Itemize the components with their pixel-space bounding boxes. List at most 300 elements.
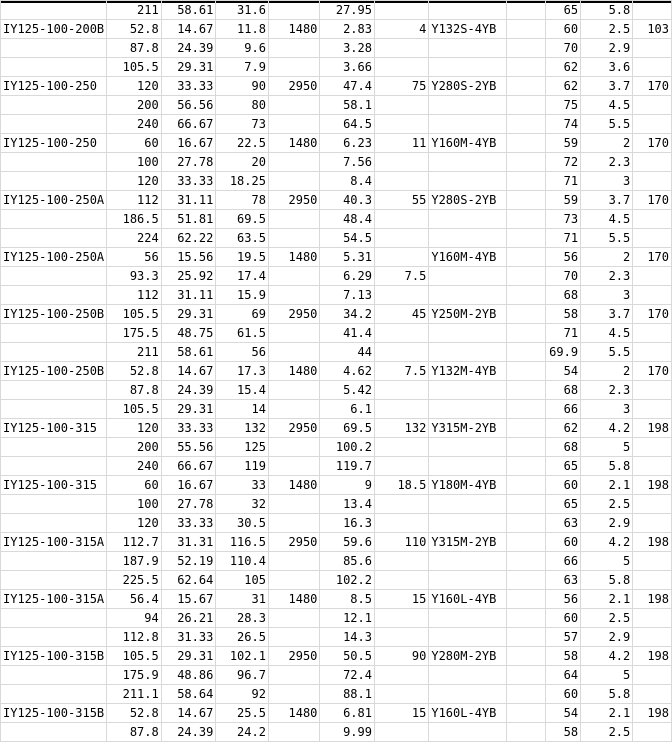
- cell-weight[interactable]: [633, 267, 672, 286]
- cell-flow-m3h[interactable]: 211: [107, 343, 162, 362]
- cell-flow-ls[interactable]: 25.92: [161, 267, 216, 286]
- cell-blank[interactable]: [507, 134, 546, 153]
- cell-motor-kw[interactable]: [374, 495, 428, 514]
- cell-npsh[interactable]: 3.7: [581, 191, 633, 210]
- cell-motor-model[interactable]: Y160L-4YB: [429, 590, 507, 609]
- cell-flow-m3h[interactable]: 52.8: [107, 20, 162, 39]
- cell-blank[interactable]: [507, 552, 546, 571]
- cell-model[interactable]: [1, 229, 107, 248]
- cell-motor-kw[interactable]: 18.5: [374, 476, 428, 495]
- cell-flow-ls[interactable]: 29.31: [161, 400, 216, 419]
- cell-model[interactable]: IY125-100-250B: [1, 305, 107, 324]
- cell-npsh[interactable]: 5.8: [581, 571, 633, 590]
- cell-efficiency[interactable]: 71: [546, 172, 581, 191]
- cell-blank[interactable]: [507, 590, 546, 609]
- cell-motor-model[interactable]: Y315M-2YB: [429, 533, 507, 552]
- cell-flow-ls[interactable]: 29.31: [161, 58, 216, 77]
- cell-head[interactable]: 90: [216, 77, 269, 96]
- cell-npsh[interactable]: 2.1: [581, 590, 633, 609]
- cell-flow-m3h[interactable]: 211.1: [107, 685, 162, 704]
- cell-motor-kw[interactable]: [374, 685, 428, 704]
- cell-head[interactable]: 26.5: [216, 628, 269, 647]
- cell-flow-m3h[interactable]: 240: [107, 115, 162, 134]
- cell-weight[interactable]: [633, 723, 672, 742]
- cell-flow-m3h[interactable]: 56.4: [107, 590, 162, 609]
- cell-head[interactable]: 80: [216, 96, 269, 115]
- cell-blank[interactable]: [507, 77, 546, 96]
- cell-flow-ls[interactable]: 33.33: [161, 419, 216, 438]
- cell-blank[interactable]: [507, 153, 546, 172]
- cell-weight[interactable]: 198: [633, 590, 672, 609]
- cell-flow-ls[interactable]: 48.86: [161, 666, 216, 685]
- cell-speed[interactable]: 1480: [268, 362, 319, 381]
- cell-efficiency[interactable]: 65: [546, 1, 581, 20]
- cell-blank[interactable]: [507, 723, 546, 742]
- cell-flow-m3h[interactable]: 60: [107, 476, 162, 495]
- cell-motor-kw[interactable]: 11: [374, 134, 428, 153]
- cell-power[interactable]: 9.99: [320, 723, 375, 742]
- cell-flow-ls[interactable]: 16.67: [161, 134, 216, 153]
- cell-flow-m3h[interactable]: 112.7: [107, 533, 162, 552]
- cell-model[interactable]: IY125-100-315B: [1, 647, 107, 666]
- cell-motor-kw[interactable]: [374, 229, 428, 248]
- cell-power[interactable]: 2.83: [320, 20, 375, 39]
- cell-model[interactable]: IY125-100-250A: [1, 248, 107, 267]
- cell-npsh[interactable]: 2.3: [581, 381, 633, 400]
- cell-motor-kw[interactable]: [374, 153, 428, 172]
- cell-flow-m3h[interactable]: 105.5: [107, 58, 162, 77]
- cell-speed[interactable]: [268, 609, 319, 628]
- cell-motor-kw[interactable]: [374, 210, 428, 229]
- cell-motor-model[interactable]: [429, 723, 507, 742]
- cell-efficiency[interactable]: 71: [546, 229, 581, 248]
- cell-speed[interactable]: [268, 571, 319, 590]
- cell-head[interactable]: 31: [216, 590, 269, 609]
- cell-motor-model[interactable]: Y315M-2YB: [429, 419, 507, 438]
- cell-efficiency[interactable]: 65: [546, 495, 581, 514]
- cell-head[interactable]: 69: [216, 305, 269, 324]
- cell-speed[interactable]: [268, 552, 319, 571]
- cell-motor-kw[interactable]: [374, 514, 428, 533]
- cell-npsh[interactable]: 2.3: [581, 153, 633, 172]
- cell-weight[interactable]: [633, 324, 672, 343]
- cell-efficiency[interactable]: 72: [546, 153, 581, 172]
- cell-efficiency[interactable]: 74: [546, 115, 581, 134]
- cell-weight[interactable]: 170: [633, 362, 672, 381]
- cell-weight[interactable]: 170: [633, 248, 672, 267]
- cell-blank[interactable]: [507, 115, 546, 134]
- cell-head[interactable]: 116.5: [216, 533, 269, 552]
- cell-power[interactable]: 72.4: [320, 666, 375, 685]
- cell-flow-m3h[interactable]: 105.5: [107, 400, 162, 419]
- cell-npsh[interactable]: 2.9: [581, 39, 633, 58]
- cell-weight[interactable]: 198: [633, 476, 672, 495]
- cell-power[interactable]: 44: [320, 343, 375, 362]
- cell-flow-m3h[interactable]: 225.5: [107, 571, 162, 590]
- cell-flow-ls[interactable]: 15.56: [161, 248, 216, 267]
- cell-power[interactable]: 58.1: [320, 96, 375, 115]
- cell-speed[interactable]: [268, 210, 319, 229]
- cell-power[interactable]: 7.13: [320, 286, 375, 305]
- cell-speed[interactable]: [268, 286, 319, 305]
- cell-motor-kw[interactable]: 110: [374, 533, 428, 552]
- cell-speed[interactable]: [268, 666, 319, 685]
- cell-model[interactable]: [1, 267, 107, 286]
- cell-model[interactable]: [1, 39, 107, 58]
- cell-efficiency[interactable]: 66: [546, 400, 581, 419]
- cell-blank[interactable]: [507, 324, 546, 343]
- cell-motor-model[interactable]: [429, 343, 507, 362]
- cell-model[interactable]: [1, 552, 107, 571]
- cell-speed[interactable]: [268, 172, 319, 191]
- cell-blank[interactable]: [507, 1, 546, 20]
- cell-weight[interactable]: 170: [633, 77, 672, 96]
- cell-blank[interactable]: [507, 666, 546, 685]
- cell-efficiency[interactable]: 63: [546, 514, 581, 533]
- cell-power[interactable]: 6.29: [320, 267, 375, 286]
- cell-head[interactable]: 69.5: [216, 210, 269, 229]
- cell-power[interactable]: 34.2: [320, 305, 375, 324]
- cell-efficiency[interactable]: 68: [546, 286, 581, 305]
- cell-head[interactable]: 14: [216, 400, 269, 419]
- cell-model[interactable]: [1, 495, 107, 514]
- cell-weight[interactable]: [633, 400, 672, 419]
- cell-npsh[interactable]: 5: [581, 438, 633, 457]
- cell-efficiency[interactable]: 60: [546, 609, 581, 628]
- cell-npsh[interactable]: 5.5: [581, 229, 633, 248]
- cell-flow-m3h[interactable]: 112: [107, 191, 162, 210]
- cell-efficiency[interactable]: 62: [546, 58, 581, 77]
- cell-speed[interactable]: 2950: [268, 647, 319, 666]
- cell-flow-ls[interactable]: 14.67: [161, 20, 216, 39]
- cell-npsh[interactable]: 2.5: [581, 20, 633, 39]
- cell-speed[interactable]: [268, 495, 319, 514]
- cell-motor-model[interactable]: Y160M-4YB: [429, 248, 507, 267]
- cell-weight[interactable]: 198: [633, 704, 672, 723]
- cell-speed[interactable]: 1480: [268, 134, 319, 153]
- cell-motor-kw[interactable]: [374, 96, 428, 115]
- cell-motor-model[interactable]: [429, 666, 507, 685]
- cell-motor-kw[interactable]: [374, 1, 428, 20]
- cell-flow-m3h[interactable]: 200: [107, 96, 162, 115]
- cell-speed[interactable]: [268, 58, 319, 77]
- cell-motor-model[interactable]: Y132M-4YB: [429, 362, 507, 381]
- cell-motor-kw[interactable]: [374, 172, 428, 191]
- cell-weight[interactable]: 170: [633, 191, 672, 210]
- cell-efficiency[interactable]: 75: [546, 96, 581, 115]
- cell-motor-model[interactable]: Y180M-4YB: [429, 476, 507, 495]
- cell-npsh[interactable]: 2.1: [581, 476, 633, 495]
- cell-weight[interactable]: [633, 229, 672, 248]
- cell-power[interactable]: 12.1: [320, 609, 375, 628]
- cell-npsh[interactable]: 5.5: [581, 343, 633, 362]
- cell-efficiency[interactable]: 56: [546, 248, 581, 267]
- cell-model[interactable]: [1, 153, 107, 172]
- cell-flow-ls[interactable]: 14.67: [161, 362, 216, 381]
- cell-npsh[interactable]: 2.1: [581, 704, 633, 723]
- cell-efficiency[interactable]: 70: [546, 267, 581, 286]
- cell-npsh[interactable]: 2: [581, 362, 633, 381]
- cell-speed[interactable]: [268, 685, 319, 704]
- cell-motor-model[interactable]: [429, 438, 507, 457]
- cell-flow-m3h[interactable]: 240: [107, 457, 162, 476]
- cell-motor-kw[interactable]: [374, 286, 428, 305]
- cell-npsh[interactable]: 4.2: [581, 647, 633, 666]
- cell-head[interactable]: 7.9: [216, 58, 269, 77]
- cell-weight[interactable]: 198: [633, 533, 672, 552]
- cell-power[interactable]: 48.4: [320, 210, 375, 229]
- cell-head[interactable]: 56: [216, 343, 269, 362]
- cell-weight[interactable]: [633, 39, 672, 58]
- cell-head[interactable]: 73: [216, 115, 269, 134]
- cell-blank[interactable]: [507, 457, 546, 476]
- cell-efficiency[interactable]: 54: [546, 362, 581, 381]
- cell-weight[interactable]: 103: [633, 20, 672, 39]
- cell-npsh[interactable]: 5.8: [581, 685, 633, 704]
- cell-flow-m3h[interactable]: 187.9: [107, 552, 162, 571]
- cell-speed[interactable]: [268, 400, 319, 419]
- cell-flow-ls[interactable]: 58.61: [161, 1, 216, 20]
- cell-motor-kw[interactable]: [374, 666, 428, 685]
- cell-power[interactable]: 47.4: [320, 77, 375, 96]
- cell-power[interactable]: 3.28: [320, 39, 375, 58]
- cell-blank[interactable]: [507, 476, 546, 495]
- cell-head[interactable]: 32: [216, 495, 269, 514]
- cell-weight[interactable]: [633, 666, 672, 685]
- cell-motor-model[interactable]: [429, 39, 507, 58]
- cell-power[interactable]: 13.4: [320, 495, 375, 514]
- cell-motor-model[interactable]: [429, 381, 507, 400]
- cell-flow-ls[interactable]: 51.81: [161, 210, 216, 229]
- cell-weight[interactable]: 170: [633, 305, 672, 324]
- cell-npsh[interactable]: 4.5: [581, 210, 633, 229]
- cell-model[interactable]: [1, 628, 107, 647]
- cell-blank[interactable]: [507, 495, 546, 514]
- cell-npsh[interactable]: 4.2: [581, 419, 633, 438]
- cell-blank[interactable]: [507, 96, 546, 115]
- cell-power[interactable]: 59.6: [320, 533, 375, 552]
- cell-model[interactable]: [1, 96, 107, 115]
- cell-blank[interactable]: [507, 438, 546, 457]
- cell-npsh[interactable]: 4.5: [581, 324, 633, 343]
- cell-model[interactable]: IY125-100-315: [1, 476, 107, 495]
- cell-blank[interactable]: [507, 533, 546, 552]
- cell-head[interactable]: 33: [216, 476, 269, 495]
- cell-blank[interactable]: [507, 191, 546, 210]
- cell-blank[interactable]: [507, 343, 546, 362]
- cell-speed[interactable]: 1480: [268, 590, 319, 609]
- cell-blank[interactable]: [507, 628, 546, 647]
- cell-power[interactable]: 6.81: [320, 704, 375, 723]
- cell-speed[interactable]: 1480: [268, 248, 319, 267]
- cell-npsh[interactable]: 3.6: [581, 58, 633, 77]
- cell-head[interactable]: 24.2: [216, 723, 269, 742]
- cell-speed[interactable]: [268, 381, 319, 400]
- cell-motor-model[interactable]: [429, 609, 507, 628]
- cell-blank[interactable]: [507, 647, 546, 666]
- cell-flow-ls[interactable]: 14.67: [161, 704, 216, 723]
- cell-efficiency[interactable]: 58: [546, 647, 581, 666]
- cell-model[interactable]: [1, 723, 107, 742]
- cell-power[interactable]: 69.5: [320, 419, 375, 438]
- cell-efficiency[interactable]: 64: [546, 666, 581, 685]
- cell-weight[interactable]: [633, 115, 672, 134]
- cell-efficiency[interactable]: 66: [546, 552, 581, 571]
- cell-motor-model[interactable]: [429, 210, 507, 229]
- cell-efficiency[interactable]: 62: [546, 77, 581, 96]
- cell-speed[interactable]: [268, 96, 319, 115]
- cell-flow-ls[interactable]: 26.21: [161, 609, 216, 628]
- cell-power[interactable]: 85.6: [320, 552, 375, 571]
- cell-npsh[interactable]: 5: [581, 666, 633, 685]
- cell-motor-model[interactable]: [429, 58, 507, 77]
- cell-flow-ls[interactable]: 56.56: [161, 96, 216, 115]
- cell-motor-kw[interactable]: 7.5: [374, 362, 428, 381]
- cell-head[interactable]: 132: [216, 419, 269, 438]
- cell-speed[interactable]: 2950: [268, 191, 319, 210]
- cell-flow-m3h[interactable]: 56: [107, 248, 162, 267]
- cell-weight[interactable]: [633, 286, 672, 305]
- cell-flow-m3h[interactable]: 200: [107, 438, 162, 457]
- cell-npsh[interactable]: 2.5: [581, 609, 633, 628]
- cell-motor-model[interactable]: [429, 552, 507, 571]
- cell-flow-ls[interactable]: 55.56: [161, 438, 216, 457]
- cell-motor-kw[interactable]: 15: [374, 704, 428, 723]
- cell-speed[interactable]: [268, 438, 319, 457]
- cell-motor-kw[interactable]: [374, 58, 428, 77]
- cell-model[interactable]: IY125-100-315: [1, 419, 107, 438]
- cell-motor-model[interactable]: Y160L-4YB: [429, 704, 507, 723]
- cell-motor-model[interactable]: [429, 400, 507, 419]
- cell-power[interactable]: 27.95: [320, 1, 375, 20]
- cell-flow-m3h[interactable]: 120: [107, 419, 162, 438]
- cell-head[interactable]: 92: [216, 685, 269, 704]
- cell-npsh[interactable]: 3.7: [581, 77, 633, 96]
- cell-model[interactable]: [1, 438, 107, 457]
- cell-motor-model[interactable]: Y250M-2YB: [429, 305, 507, 324]
- cell-model[interactable]: IY125-100-200B: [1, 20, 107, 39]
- cell-npsh[interactable]: 2.5: [581, 495, 633, 514]
- cell-efficiency[interactable]: 69.9: [546, 343, 581, 362]
- cell-speed[interactable]: 2950: [268, 419, 319, 438]
- cell-blank[interactable]: [507, 305, 546, 324]
- cell-model[interactable]: IY125-100-250: [1, 77, 107, 96]
- cell-blank[interactable]: [507, 419, 546, 438]
- cell-flow-ls[interactable]: 33.33: [161, 514, 216, 533]
- cell-npsh[interactable]: 3: [581, 286, 633, 305]
- cell-model[interactable]: [1, 457, 107, 476]
- cell-blank[interactable]: [507, 229, 546, 248]
- cell-efficiency[interactable]: 65: [546, 457, 581, 476]
- cell-head[interactable]: 63.5: [216, 229, 269, 248]
- cell-power[interactable]: 64.5: [320, 115, 375, 134]
- cell-motor-model[interactable]: [429, 229, 507, 248]
- cell-motor-kw[interactable]: 4: [374, 20, 428, 39]
- cell-npsh[interactable]: 5.8: [581, 1, 633, 20]
- cell-efficiency[interactable]: 60: [546, 533, 581, 552]
- cell-npsh[interactable]: 4.5: [581, 96, 633, 115]
- cell-weight[interactable]: [633, 343, 672, 362]
- cell-flow-m3h[interactable]: 120: [107, 77, 162, 96]
- cell-flow-m3h[interactable]: 93.3: [107, 267, 162, 286]
- cell-flow-ls[interactable]: 31.11: [161, 286, 216, 305]
- cell-head[interactable]: 9.6: [216, 39, 269, 58]
- cell-flow-ls[interactable]: 27.78: [161, 153, 216, 172]
- cell-weight[interactable]: [633, 58, 672, 77]
- cell-weight[interactable]: [633, 210, 672, 229]
- cell-efficiency[interactable]: 63: [546, 571, 581, 590]
- cell-motor-model[interactable]: [429, 96, 507, 115]
- cell-motor-kw[interactable]: [374, 438, 428, 457]
- cell-head[interactable]: 105: [216, 571, 269, 590]
- cell-flow-ls[interactable]: 27.78: [161, 495, 216, 514]
- cell-head[interactable]: 15.4: [216, 381, 269, 400]
- cell-motor-kw[interactable]: 132: [374, 419, 428, 438]
- cell-power[interactable]: 88.1: [320, 685, 375, 704]
- cell-motor-model[interactable]: [429, 324, 507, 343]
- cell-power[interactable]: 8.5: [320, 590, 375, 609]
- cell-npsh[interactable]: 5.8: [581, 457, 633, 476]
- cell-power[interactable]: 16.3: [320, 514, 375, 533]
- cell-flow-ls[interactable]: 66.67: [161, 115, 216, 134]
- cell-model[interactable]: [1, 571, 107, 590]
- cell-power[interactable]: 119.7: [320, 457, 375, 476]
- cell-model[interactable]: [1, 172, 107, 191]
- cell-head[interactable]: 28.3: [216, 609, 269, 628]
- cell-blank[interactable]: [507, 685, 546, 704]
- cell-motor-kw[interactable]: [374, 628, 428, 647]
- cell-npsh[interactable]: 5.5: [581, 115, 633, 134]
- cell-model[interactable]: [1, 514, 107, 533]
- cell-flow-m3h[interactable]: 52.8: [107, 362, 162, 381]
- cell-flow-ls[interactable]: 31.11: [161, 191, 216, 210]
- cell-npsh[interactable]: 2.9: [581, 628, 633, 647]
- cell-power[interactable]: 4.62: [320, 362, 375, 381]
- cell-weight[interactable]: [633, 1, 672, 20]
- cell-weight[interactable]: [633, 571, 672, 590]
- cell-flow-m3h[interactable]: 105.5: [107, 305, 162, 324]
- cell-model[interactable]: [1, 115, 107, 134]
- cell-weight[interactable]: [633, 457, 672, 476]
- cell-motor-model[interactable]: Y280M-2YB: [429, 647, 507, 666]
- cell-model[interactable]: IY125-100-250: [1, 134, 107, 153]
- cell-flow-ls[interactable]: 52.19: [161, 552, 216, 571]
- cell-flow-ls[interactable]: 24.39: [161, 39, 216, 58]
- cell-npsh[interactable]: 5: [581, 552, 633, 571]
- cell-blank[interactable]: [507, 571, 546, 590]
- cell-model[interactable]: IY125-100-315A: [1, 590, 107, 609]
- cell-head[interactable]: 18.25: [216, 172, 269, 191]
- cell-flow-ls[interactable]: 33.33: [161, 77, 216, 96]
- cell-blank[interactable]: [507, 286, 546, 305]
- cell-motor-model[interactable]: [429, 628, 507, 647]
- cell-head[interactable]: 15.9: [216, 286, 269, 305]
- cell-model[interactable]: IY125-100-315B: [1, 704, 107, 723]
- cell-head[interactable]: 17.4: [216, 267, 269, 286]
- cell-blank[interactable]: [507, 58, 546, 77]
- cell-head[interactable]: 78: [216, 191, 269, 210]
- cell-motor-model[interactable]: [429, 457, 507, 476]
- cell-speed[interactable]: [268, 115, 319, 134]
- cell-motor-model[interactable]: [429, 115, 507, 134]
- cell-power[interactable]: 7.56: [320, 153, 375, 172]
- cell-flow-m3h[interactable]: 224: [107, 229, 162, 248]
- cell-head[interactable]: 125: [216, 438, 269, 457]
- cell-speed[interactable]: [268, 343, 319, 362]
- cell-motor-kw[interactable]: [374, 343, 428, 362]
- cell-blank[interactable]: [507, 381, 546, 400]
- cell-head[interactable]: 17.3: [216, 362, 269, 381]
